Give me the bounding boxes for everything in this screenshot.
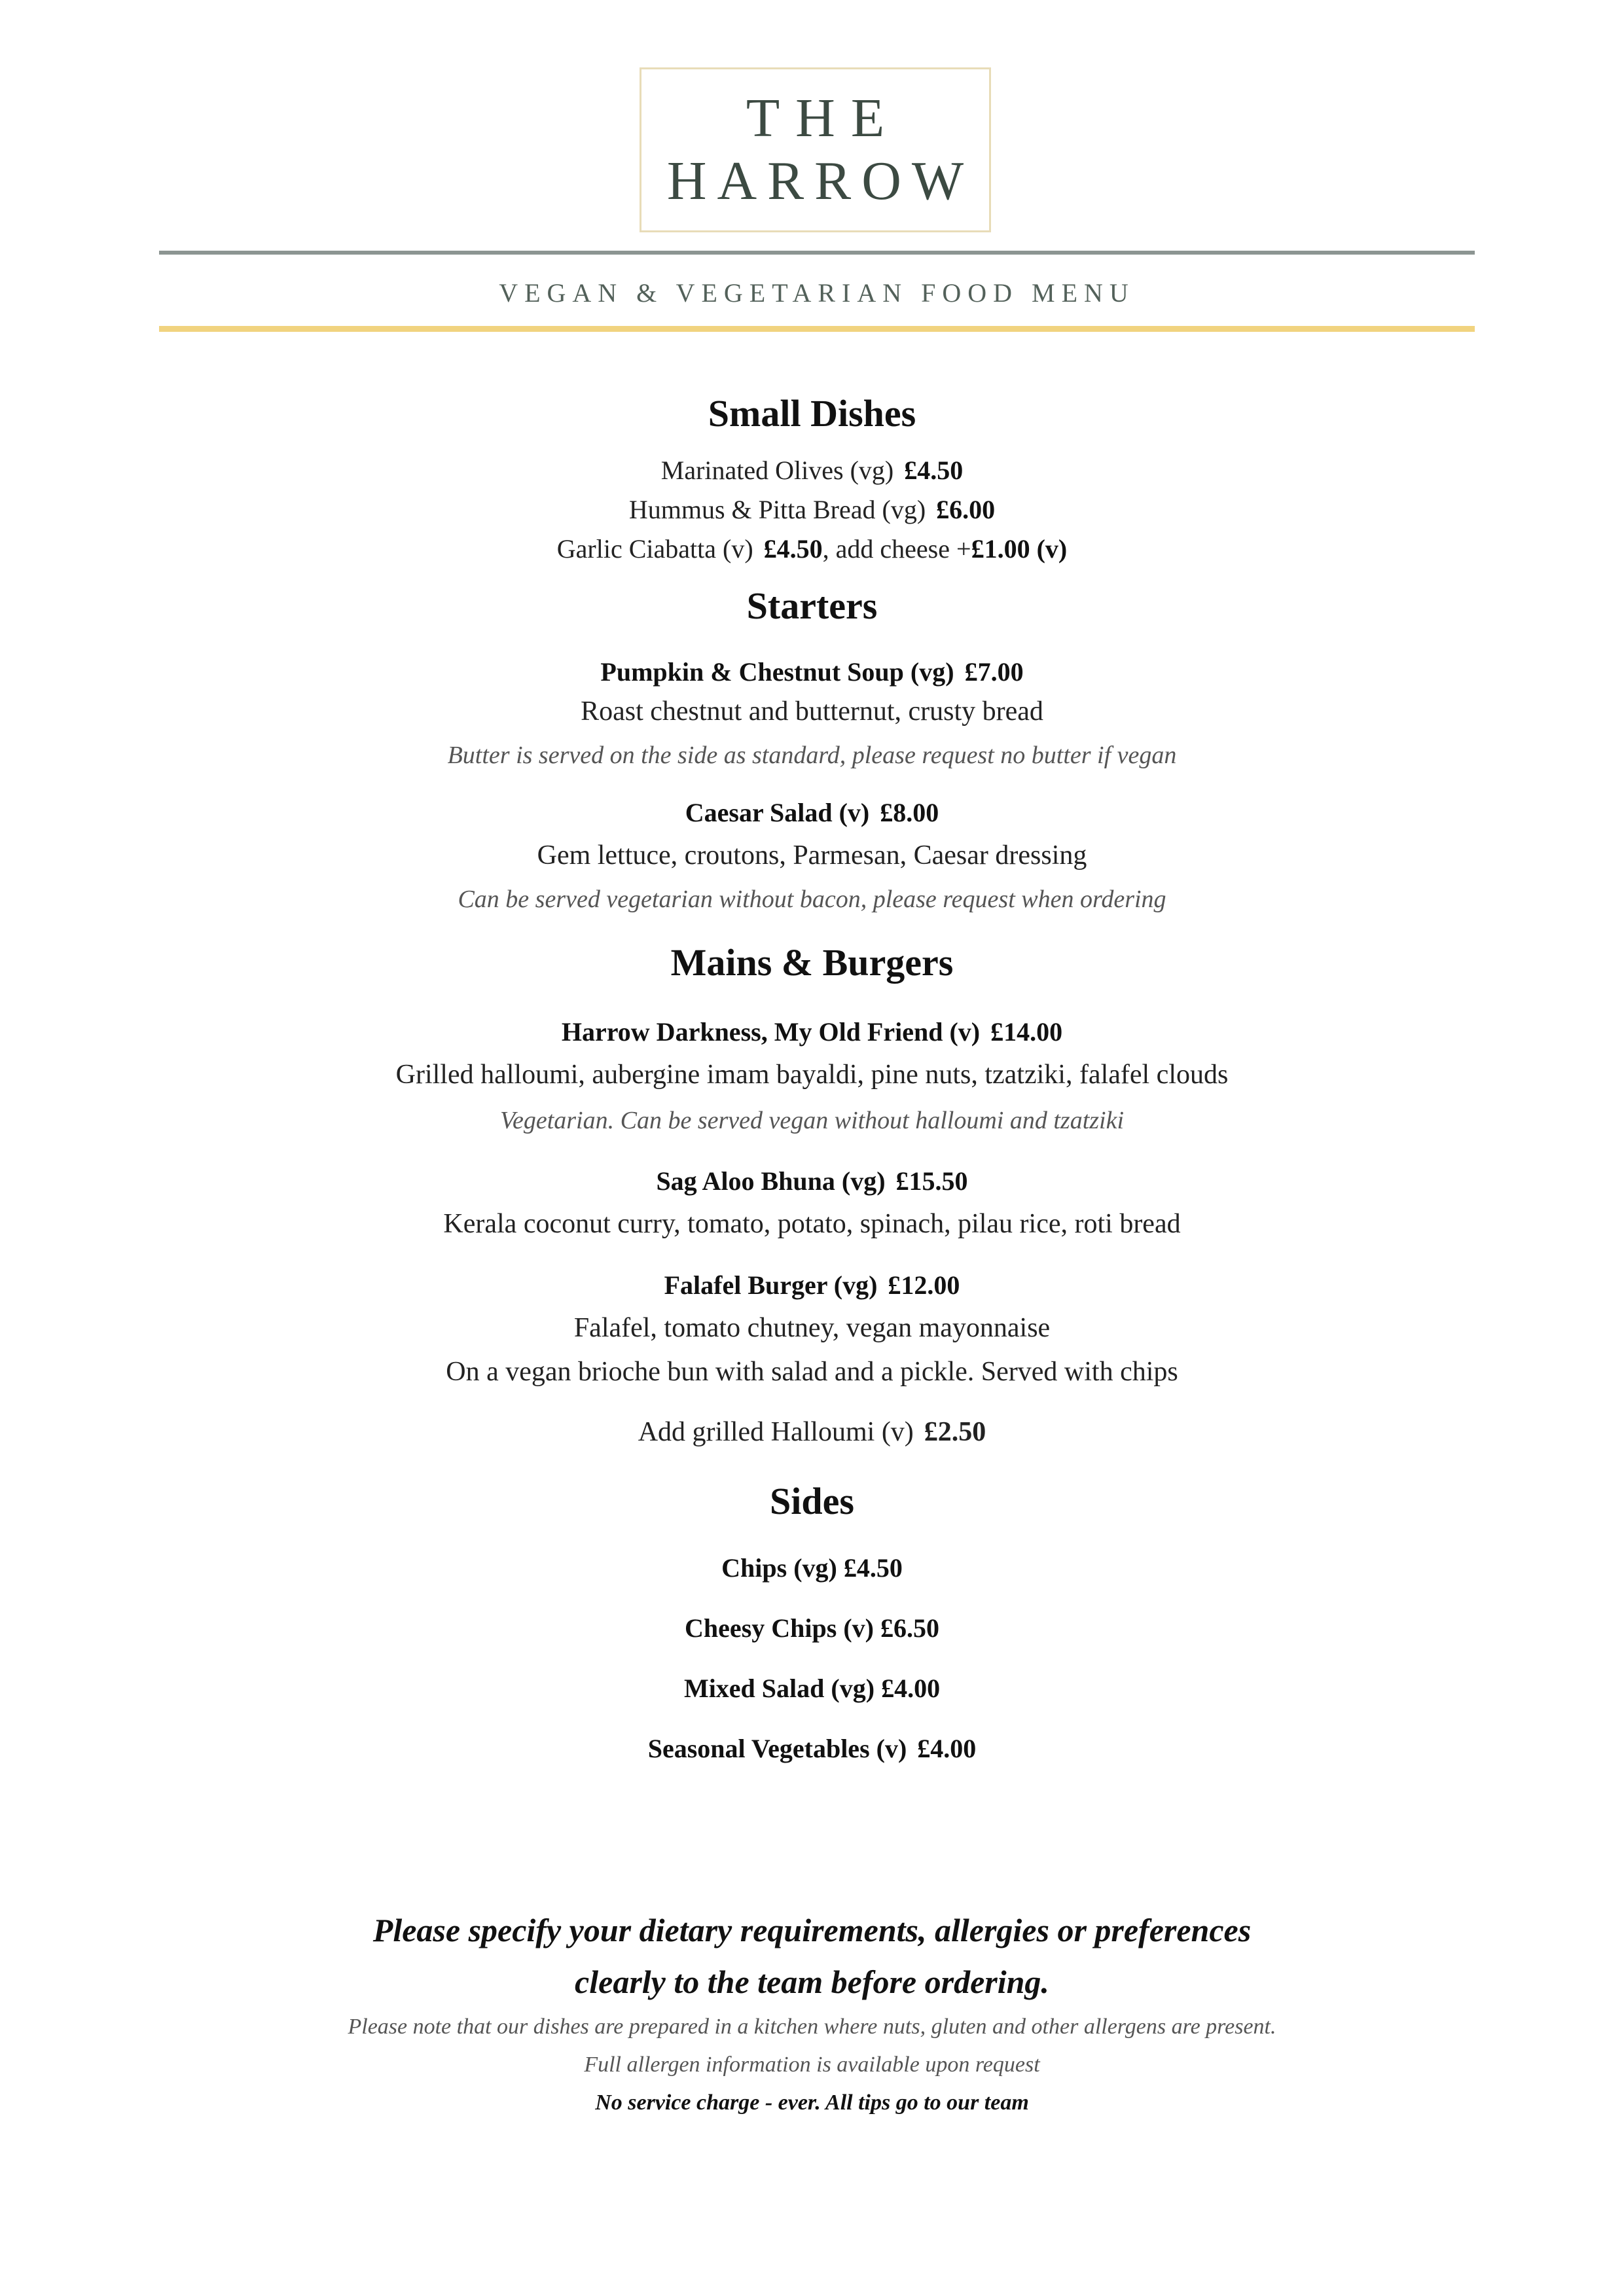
service-charge-notice: No service charge - ever. All tips go to our team [595,2090,1029,2115]
menu-item [0,494,1624,525]
side-name: Seasonal Vegetables (v) [647,1734,907,1763]
item-name: Garlic Ciabatta (v) [556,534,753,564]
side-item [0,1613,1624,1643]
menu-item [0,533,1624,564]
dish-price: £8.00 [880,798,939,827]
menu-subtitle: VEGAN & VEGETARIAN FOOD MENU [499,278,1135,308]
menu-item [0,455,1624,486]
section-heading-mains: Mains & Burgers [670,941,954,984]
dish-name: Harrow Darkness, My Old Friend (v) [561,1017,981,1047]
side-price: £4.00 [881,1674,941,1703]
dish-name: Sag Aloo Bhuna (vg) [656,1166,886,1196]
dish-description: Roast chestnut and butternut, crusty bread [581,696,1043,726]
addon-label: Add grilled Halloumi (v) [638,1417,914,1447]
dish-note: Butter is served on the side as standard, please request no butter if vegan [447,742,1177,769]
item-price: £6.00 [936,495,996,524]
dish-price: £15.50 [895,1166,968,1196]
side-price: £4.00 [917,1734,977,1763]
dish-note: Vegetarian. Can be served vegan without halloumi and tzatziki [499,1107,1125,1134]
item-price: £4.50 [763,534,823,564]
dish-description: Kerala coconut curry, tomato, potato, spinach, pilau rice, roti bread [443,1209,1181,1239]
side-name: Cheesy Chips (v) [685,1613,874,1643]
dish-description: Falafel, tomato chutney, vegan mayonnaise [573,1313,1051,1343]
dish-description: Gem lettuce, croutons, Parmesan, Caesar dressing [537,840,1087,870]
dish-name: Pumpkin & Chestnut Soup (vg) [600,657,954,687]
dietary-notice-line1: Please specify your dietary requirements, allergies or preferences [372,1912,1252,1948]
allergen-info: Full allergen information is available upon request [584,2053,1040,2077]
section-heading-starters: Starters [746,584,878,627]
section-heading-sides: Sides [770,1480,854,1522]
dish-name: Falafel Burger (vg) [664,1270,878,1300]
allergen-notice: Please note that our dishes are prepared in a kitchen where nuts, gluten and other allergens are present. [348,2015,1276,2039]
dish-note: Can be served vegetarian without bacon, please request when ordering [458,886,1166,913]
side-price: £6.50 [880,1613,939,1643]
side-price: £4.50 [843,1553,903,1583]
item-price: £4.50 [904,456,964,485]
item-name: Hummus & Pitta Bread (vg) [628,495,926,524]
side-item [0,1673,1624,1704]
dish-price: £12.00 [888,1270,960,1300]
logo [640,67,991,232]
dish-title [0,797,1624,828]
header-rule-grey [159,251,1475,255]
dish-title [0,1270,1624,1300]
section-heading-small-dishes: Small Dishes [708,392,916,435]
side-item [0,1552,1624,1583]
side-name: Mixed Salad (vg) [683,1674,875,1703]
dish-title [0,1166,1624,1196]
dietary-notice-line2: clearly to the team before ordering. [575,1964,1049,2000]
dish-description: Grilled halloumi, aubergine imam bayaldi, pine nuts, tzatziki, falafel clouds [395,1060,1229,1090]
dish-name: Caesar Salad (v) [685,798,870,827]
dish-title [0,656,1624,687]
logo-line-harrow: HARROW [666,151,975,211]
dish-title [0,1016,1624,1047]
side-name: Chips (vg) [721,1553,837,1583]
item-addon-price: £1.00 (v) [971,534,1068,564]
addon-price: £2.50 [924,1417,986,1447]
side-item [0,1733,1624,1764]
header-rule-gold [159,326,1475,332]
item-addon: , add cheese + [822,534,971,564]
dish-description-extra: On a vegan brioche bun with salad and a pickle. Served with chips [446,1357,1178,1387]
dish-price: £7.00 [964,657,1024,687]
logo-line-the: THE [746,88,901,149]
addon-line [0,1416,1624,1448]
dish-price: £14.00 [990,1017,1063,1047]
item-name: Marinated Olives (vg) [660,456,894,485]
